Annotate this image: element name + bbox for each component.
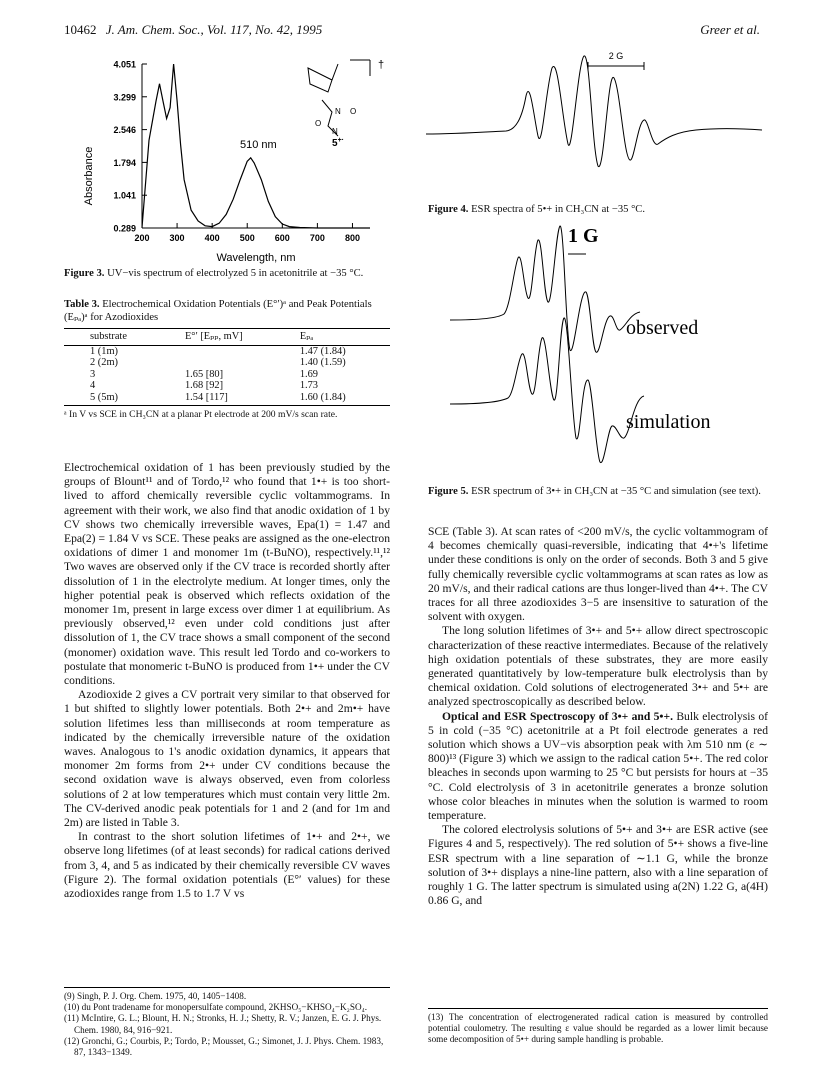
paragraph: The colored electrolysis solutions of 5•+ and 3•+ are ESR active (see Figures 4 and 5, respectively). The red solution of 5•+ shows a five-line ESR spectrum with a line separation of ∼1.1 G, while the bronze solution of 3•+ displays a nine-line pattern, also with a line separation of roughly 1 G. The latter spectrum is simulated using a(2N) 1.22 G, a(4H) 0.86 G, and — [428, 823, 768, 908]
observed-label: observed — [626, 317, 699, 339]
table-cell: 1.40 (1.59) — [299, 357, 346, 368]
table-row — [64, 392, 390, 406]
table-cell: 1.69 — [299, 368, 318, 380]
x-tick-label: 400 — [204, 233, 220, 243]
table-header: Eₚₐ — [296, 329, 390, 346]
table-cell: 1.73 — [299, 380, 318, 391]
table-cell: 1.68 [92] — [184, 380, 224, 391]
reference-item: (12) Gronchi, G.; Courbis, P.; Tordo, P.; Mousset, G.; Simonet, J. J. Phys. Chem. 1983, 87, 1343−1349. — [64, 1035, 384, 1058]
author-header: Greer et al. — [700, 22, 760, 37]
right-column-text — [428, 525, 768, 908]
table-cell: 1.54 [117] — [181, 392, 296, 406]
nitrogen-label-1: N — [335, 107, 341, 116]
figure3-caption — [64, 267, 390, 280]
reference-item: (9) Singh, P. J. Org. Chem. 1975, 40, 1405−1408. — [64, 991, 247, 1001]
x-tick-label: 500 — [239, 233, 255, 243]
x-axis-label: Wavelength, nm — [216, 252, 296, 264]
table-cell: 2 (2m) — [90, 357, 118, 368]
table3 — [64, 328, 390, 421]
table-cell — [181, 357, 296, 369]
x-tick-label: 800 — [344, 233, 360, 243]
page-number: 10462 — [64, 22, 97, 37]
table-cell: 3 — [90, 368, 96, 380]
section-heading: Optical and ESR Spectroscopy of 3•+ and 5•+. — [442, 709, 673, 723]
figure4-caption-label: Figure 4. — [428, 204, 469, 215]
table-row — [64, 345, 390, 357]
y-tick-label: 4.051 — [113, 59, 136, 70]
figure3-uv-vis-chart — [70, 56, 390, 266]
table-cell: 1.65 [80] — [184, 368, 224, 380]
table-cell: 4 — [90, 380, 96, 391]
paragraph: Azodioxide 2 gives a CV portrait very similar to that observed for 1 but shifted to slightly lower potentials. Both 2•+ and 2m•+ have solution lifetimes less than milliseconds at room temperature as indicated by the chemically irreversible nature of the oxidation waves. Analogous to 1's anodic oxidation dynamics, it appears that monomer 2m forms from 2•+ under CV conditions because the second oxidation wave is always observed, even from colorless solutions of 2 at low temperatures which must contain very little 2m. The CV-derived anodic peak potentials for 1 and 2 (and for 1m and 2m) are listed in Table 3. — [64, 688, 390, 830]
figure4-caption — [428, 203, 768, 216]
table3-title — [64, 298, 390, 324]
table-row — [64, 369, 390, 381]
figure5-caption-label: Figure 5. — [428, 486, 469, 497]
section-paragraph — [428, 710, 768, 824]
table-cell: 1 (1m) — [90, 345, 118, 357]
oxygen-label-1: O — [350, 107, 357, 116]
simulation-trace — [450, 318, 644, 463]
y-tick-label: 1.794 — [113, 157, 136, 168]
x-tick-label: 600 — [274, 233, 290, 243]
x-tick-label: 300 — [169, 233, 185, 243]
paragraph: The long solution lifetimes of 3•+ and 5•+ allow direct spectroscopic characterization of these reactive intermediates. Because of the relatively high oxidation potentials of these substrates, they are more easily generated quantitatively by low-temperature bulk electrolysis than by chemical oxidation. Cold solutions of electrogenerated 3•+ and 5•+ are analyzed spectroscopically as described below. — [428, 624, 768, 709]
figure3-caption-text: UV−vis spectrum of electrolyzed 5 in acetonitrile at −35 °C. — [107, 268, 364, 279]
reference-item: (10) du Pont tradename for monopersulfate compound, 2KHSO₅−KHSO₄−K₂SO₄. — [64, 1002, 368, 1013]
table3-footnote: ᵃ In V vs SCE in CH₃CN at a planar Pt electrode at 200 mV/s scan rate. — [64, 409, 338, 420]
observed-trace — [450, 226, 640, 352]
figure4-caption-text: ESR spectra of 5•+ in CH₃CN at −35 °C. — [471, 204, 646, 215]
x-tick-label: 700 — [309, 233, 325, 243]
table-row — [64, 380, 390, 392]
right-footnote: (13) The concentration of electrogenerated radical cation is measured by controlled potential coulometry. The resulting ε value should be regarded as a lower limit because some decomposition of 5•+ during sample handling is probable. — [428, 1012, 768, 1045]
left-reference-rule — [64, 987, 390, 988]
running-header — [64, 22, 322, 38]
right-footnote-rule — [428, 1008, 768, 1009]
y-tick-label: 3.299 — [113, 92, 136, 103]
figure4-esr-spectrum — [426, 48, 766, 178]
oxygen-label-2: O — [315, 119, 322, 128]
paragraph-text: Bulk electrolysis of 5 in cold (−35 °C) acetonitrile at a Pt foil electrode generates a red solution which shows a UV−vis absorption peak with λm 510 nm (ε ∼ 800)¹³ (Figure 3) which we assign to the radical cation 5•+. The red color bleaches in seconds upon warming to 25 °C but persists for hours at −35 °C. Cold electrolysis of 3 in acetonitrile generates a bronze solution whose color bleaches in minutes when the solution is warmed to room temperature. — [428, 709, 768, 823]
compound-label: 5+· — [332, 137, 344, 149]
x-tick-label: 200 — [134, 233, 150, 243]
reference-item: (11) McIntire, G. L.; Blount, H. N.; Stronks, H. J.; Shetty, R. V.; Janzen, E. G. J. Phys. Chem. 1980, 84, 916−921. — [64, 1013, 382, 1035]
y-tick-label: 0.289 — [113, 223, 136, 234]
y-tick-label: 1.041 — [113, 190, 136, 201]
paragraph: In contrast to the short solution lifetimes of 1•+ and 2•+, we observe long lifetimes (of at least seconds) for radical cations derived from 3, 4, and 5 as indicated by their chemically reversible CV waves (Figure 2). The formal oxidation potentials (E°′ values) for these azodioxides range from 1.5 to 1.7 V vs — [64, 830, 390, 901]
paragraph: Electrochemical oxidation of 1 has been previously studied by the groups of Blount¹¹ and of Tordo,¹² who found that 1•+ is too short-lived to afford chemically reversible cyclic voltammograms. In agreement with their work, we also find that anodic oxidation of 1 by CV shows two chemically irreversible waves, Epa(1) = 1.47 and Epa(2) = 1.84 V vs SCE. These peaks are assigned as the one-electron oxidations of dimer 1 and monomer 1m (t-BuNO), respectively.¹¹,¹² Two waves are observed only if the CV trace is recorded shortly after dissolution of 1 in the electrolyte medium. At longer times, only the higher potential peak is observed which reflects oxidation of the monomer 1m, present in large excess over dimer 1 at equilibrium. As previously observed,¹² even under cold conditions just after dissolution of 1, the CV trace shows a small component of the second (monomer) oxidation wave. This result led Tordo and co-workers to postulate that monomeric t-BuNO is produced from 1•+ under the CV conditions. — [64, 461, 390, 688]
dagger-mark: † — [378, 59, 385, 71]
esr-trace — [426, 56, 762, 167]
table-row — [64, 357, 390, 369]
scale-label: 1 G — [568, 225, 599, 247]
table-header: E°′ [Eₚₚ, mV] — [181, 329, 296, 346]
nitrogen-label-2: N — [332, 127, 338, 136]
table-cell — [181, 345, 296, 357]
figure5-esr-spectrum — [440, 218, 760, 478]
journal-citation: J. Am. Chem. Soc., Vol. 117, No. 42, 1995 — [105, 22, 323, 37]
left-column-text — [64, 461, 390, 901]
left-references — [64, 991, 390, 1058]
figure3-caption-label: Figure 3. — [64, 268, 105, 279]
simulation-label: simulation — [626, 411, 711, 433]
figure5-caption-text: ESR spectrum of 3•+ in CH₃CN at −35 °C and simulation (see text). — [471, 486, 761, 497]
table-header: substrate — [64, 329, 181, 346]
paragraph: SCE (Table 3). At scan rates of <200 mV/s, the cyclic voltammogram of 4 becomes chemically quasi-reversible, indicating that 4•+'s lifetime under these conditions is only on the order of seconds. Both 3 and 5 give fully chemically reversible cyclic voltammograms at scan rates as low as 20 mV/s, and their radical cations are thus longer-lived than 4•+. The CV traces for all three azodioxides 3−5 are insensitive to saturation of the solvent with oxygen. — [428, 525, 768, 624]
scale-label: 2 G — [608, 51, 624, 61]
y-tick-label: 2.546 — [113, 125, 136, 136]
peak-label: 510 nm — [240, 139, 277, 151]
table3-title-label: Table 3. — [64, 299, 100, 310]
table-cell: 5 (5m) — [64, 392, 181, 406]
figure5-caption — [428, 485, 768, 498]
table-cell: 1.60 (1.84) — [296, 392, 390, 406]
y-axis-label: Absorbance — [83, 146, 95, 206]
table-cell: 1.47 (1.84) — [299, 345, 346, 357]
table3-title-text: Electrochemical Oxidation Potentials (E°′)ᵃ and Peak Potentials (Eₚₐ)ᵃ for Azodioxides — [64, 299, 372, 323]
